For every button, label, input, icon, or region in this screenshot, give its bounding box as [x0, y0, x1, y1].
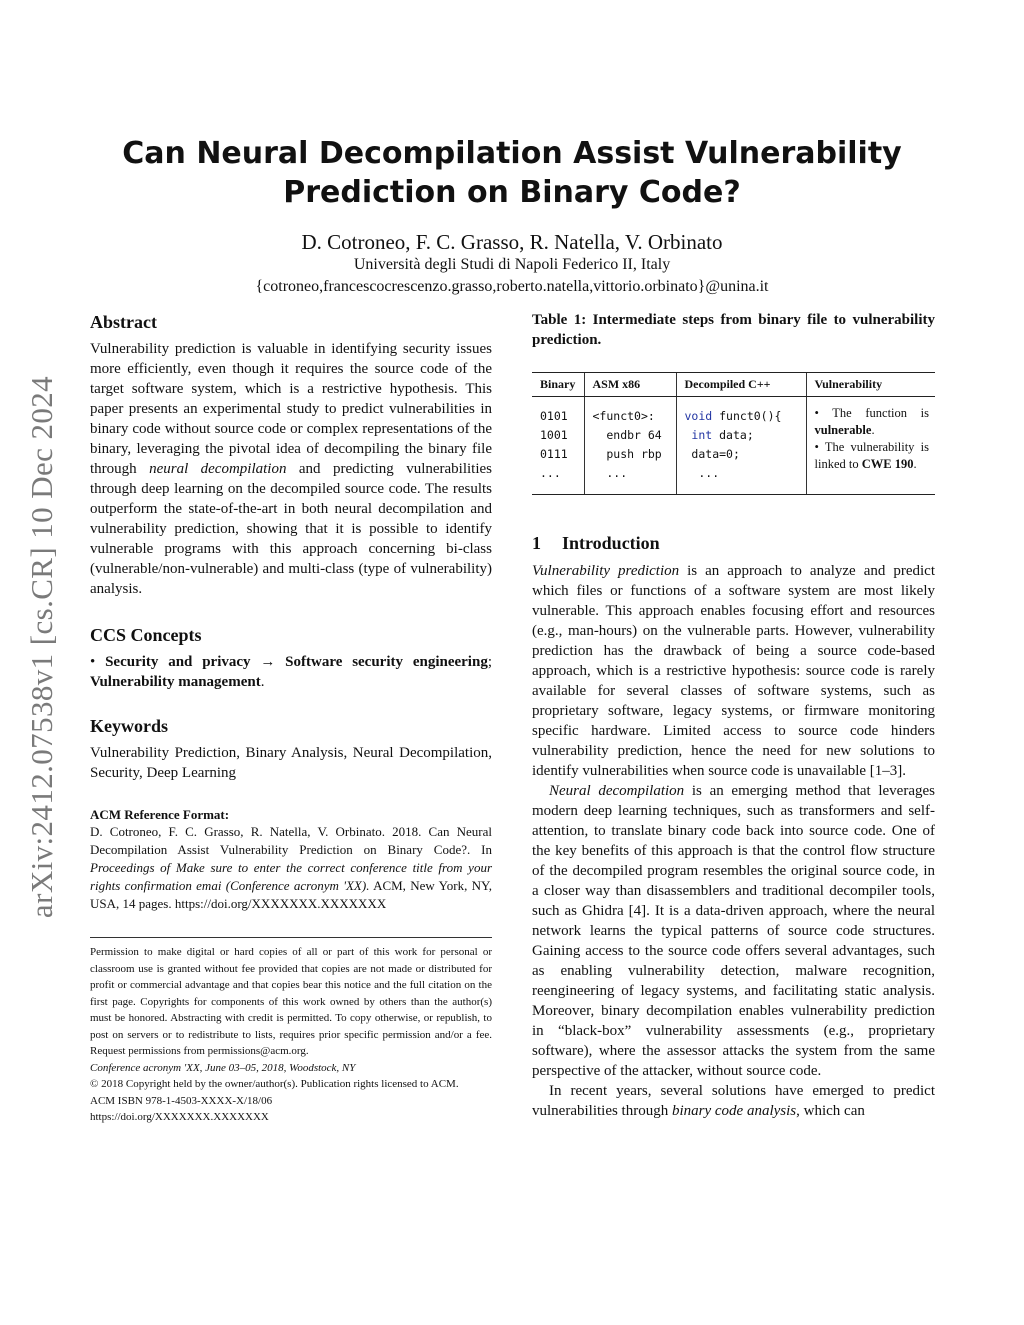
section-title: Introduction — [562, 533, 660, 553]
arxiv-identifier — [22, 352, 62, 942]
acm-ref-part: ACM, New York, NY, USA, 14 pages. https://doi.org/XXXXXXX.XXXXXXX — [90, 878, 493, 911]
ccs-item: Security and privacy → Software security engineering — [105, 654, 488, 670]
abstract-text-part: and predicting vulnerabilities through deep learning on the decompiled source code. The results outperform the state-of-the-art in both neural decompilation and vulnerability prediction, showing that it is possible to identify vulnerable programs with this approach concerning bi-class (vulnerable/non-vulnerable) and multi-class (type of vulnerability) analysis. — [90, 461, 493, 597]
cpp-line: data=0; — [684, 447, 740, 461]
vulnerability-cell — [806, 397, 935, 495]
acm-ref-text — [90, 823, 492, 913]
intro-text: is an approach to analyze and predict which files or functions of a software system are most likely vulnerable. This approach enables focusing effort and resources (e.g., man-hours) on the vulnerable parts. However, vulnerability prediction has the drawback of being a source code-based approach, which is a restrictive hypothesis: source code is rarely available for several classes of software systems, such as proprietary software, legacy systems, or firmware monitoring specific hardware. Limited access to source code hinders vulnerability prediction, hence the need for new solutions to identify vulnerabilities when source code is unavailable [1–3]. — [532, 563, 935, 779]
cpp-cell — [676, 397, 806, 495]
introduction-heading — [532, 532, 935, 554]
footnote-divider — [90, 937, 492, 938]
intro-paragraph — [532, 561, 935, 781]
cpp-line: ... — [684, 466, 720, 480]
abstract-heading: Abstract — [90, 312, 157, 332]
asm-line: push rbp — [592, 447, 662, 461]
ccs-concepts — [90, 652, 492, 692]
affiliation: Università degli Studi di Napoli Federico II, Italy — [353, 256, 671, 273]
table-row — [532, 397, 935, 495]
binary-cell — [532, 397, 584, 495]
table-header: Vulnerability — [806, 373, 935, 397]
table-header: Binary — [532, 373, 584, 397]
table-header: ASM x86 — [584, 373, 676, 397]
acm-ref-part: D. Cotroneo, F. C. Grasso, R. Natella, V. Orbinato. 2018. Can Neural Decompilation Assist Vulnerability Prediction on Binary Code?. In — [90, 824, 492, 857]
cpp-line — [685, 407, 800, 426]
paper-title: Can Neural Decompilation Assist Vulnerability Prediction on Binary Code? — [122, 136, 902, 210]
table-header: Decompiled C++ — [676, 373, 806, 397]
cpp-code: funct0(){ — [712, 409, 782, 423]
cpp-keyword: int — [684, 428, 713, 442]
table-1 — [532, 372, 935, 495]
right-column — [532, 310, 935, 1121]
asm-line: endbr 64 — [592, 428, 662, 442]
author-emails: {cotroneo,francescocrescenzo.grasso,roberto.natella,vittorio.orbinato}@unina.it — [255, 278, 769, 295]
isbn: ACM ISBN 978-1-4503-XXXX-X/18/06 — [90, 1094, 273, 1107]
ccs-heading: CCS Concepts — [90, 625, 202, 645]
permission-notice: Permission to make digital or hard copies of all or part of this work for personal or classroom use is granted without fee provided that copies are not made or distributed for profit or commercial advantage and that copies bear this notice and the full citation on the first page. Copyrights for components of this work owned by others than the author(s) must be honored. Abstracting with credit is permitted. To copy otherwise, or republish, to post on servers or to redistribute to lists, requires prior specific permission and/or a fee. Request permissions from permissions@acm.org. — [90, 946, 492, 1057]
intro-paragraph — [532, 1081, 935, 1121]
keywords-heading: Keywords — [90, 716, 168, 736]
keywords-text: Vulnerability Prediction, Binary Analysis, Neural Decompilation, Security, Deep Learning — [90, 745, 492, 781]
vuln-bullet — [815, 405, 930, 439]
asm-line: <funct0>: — [592, 409, 655, 423]
intro-emphasis: Neural decompilation — [549, 783, 685, 799]
binary-line: 0101 — [540, 409, 568, 423]
doi: https://doi.org/XXXXXXX.XXXXXXX — [90, 1111, 269, 1123]
intro-text: In recent years, several solutions have emerged to predict vulnerabilities through — [532, 1083, 935, 1119]
table-header-row — [532, 373, 935, 397]
vuln-text: . — [871, 423, 875, 437]
vuln-bullet — [815, 439, 930, 473]
binary-line: 1001 — [540, 428, 568, 442]
vuln-text: . — [913, 457, 917, 471]
cpp-line — [685, 426, 800, 445]
vuln-bold: vulnerable — [814, 423, 872, 437]
authors: D. Cotroneo, F. C. Grasso, R. Natella, V. Orbinato — [301, 230, 723, 254]
abstract-text-part: Vulnerability prediction is valuable in identifying security issues more efficiently, even though it requires the source code of the target software system, which is a restrictive hypothesis. This paper presents an experimental study to predict vulnerabilities in binary code without source code or complex representations of the binary, leveraging the pivotal idea of decompiling the binary file through — [90, 341, 492, 477]
cpp-code: data; — [712, 428, 754, 442]
acm-ref-emphasis: Proceedings of Make sure to enter the correct conference title from your rights confirmation emai (Conference acronym 'XX). — [90, 860, 492, 893]
cpp-keyword: void — [684, 409, 713, 423]
ccs-end: . — [260, 674, 265, 690]
arxiv-id-text: arXiv:2412.07538v1 [cs.CR] 10 Dec 2024 — [24, 375, 59, 919]
conference-text: Conference acronym 'XX, June 03–05, 2018, Woodstock, NY — [90, 1061, 356, 1074]
acm-ref-heading: ACM Reference Format: — [90, 807, 230, 822]
intro-paragraph — [532, 781, 935, 1081]
intro-text: is an emerging method that leverages modern deep learning techniques, such as transformers and self-attention, to translate binary code back into source code. One of the key benefits of this approach is that the control flow structure of the decompiled program resembles the original source code, in a closer way than disassemblers and traditional decompiler tools, such as Ghidra [4]. It is a data-driven approach, where the neural network learns the typical patterns of source code structures. Gaining access to the source code offers several advantages, such as enabling vulnerability detection, malware recognition, reengineering of legacy systems, and facilitating static analysis. Moreover, binary decompilation enables vulnerability prediction in “black-box” vulnerability assessments (e.g., proprietary software), where the assessor attacks the system from the same perspective of the attacker, without source code. — [532, 783, 935, 1079]
binary-line: 0111 — [540, 447, 568, 461]
conference-info — [90, 1060, 492, 1077]
vuln-text: • The function is — [814, 406, 929, 420]
asm-cell — [584, 397, 676, 495]
copyright-notice: © 2018 Copyright held by the owner/author(s). Publication rights licensed to ACM. — [90, 1078, 459, 1090]
left-column — [90, 310, 492, 1126]
asm-line: ... — [592, 466, 628, 480]
intro-emphasis: Vulnerability prediction — [532, 563, 680, 579]
ccs-bullet: • — [90, 654, 106, 670]
ccs-separator: ; — [487, 654, 492, 670]
ccs-item: Vulnerability management — [90, 674, 261, 690]
abstract-text — [90, 339, 492, 599]
binary-line: ... — [540, 466, 561, 480]
abstract-emphasis: neural decompilation — [149, 461, 287, 477]
intro-emphasis: binary code analysis — [671, 1103, 797, 1119]
section-number: 1 — [532, 533, 541, 553]
table-caption: Table 1: Intermediate steps from binary file to vulnerability prediction. — [532, 312, 935, 348]
vuln-text: • The vulnerability is linked to — [814, 440, 929, 471]
intro-text: , which can — [796, 1103, 865, 1119]
vuln-bold: CWE 190 — [861, 457, 914, 471]
